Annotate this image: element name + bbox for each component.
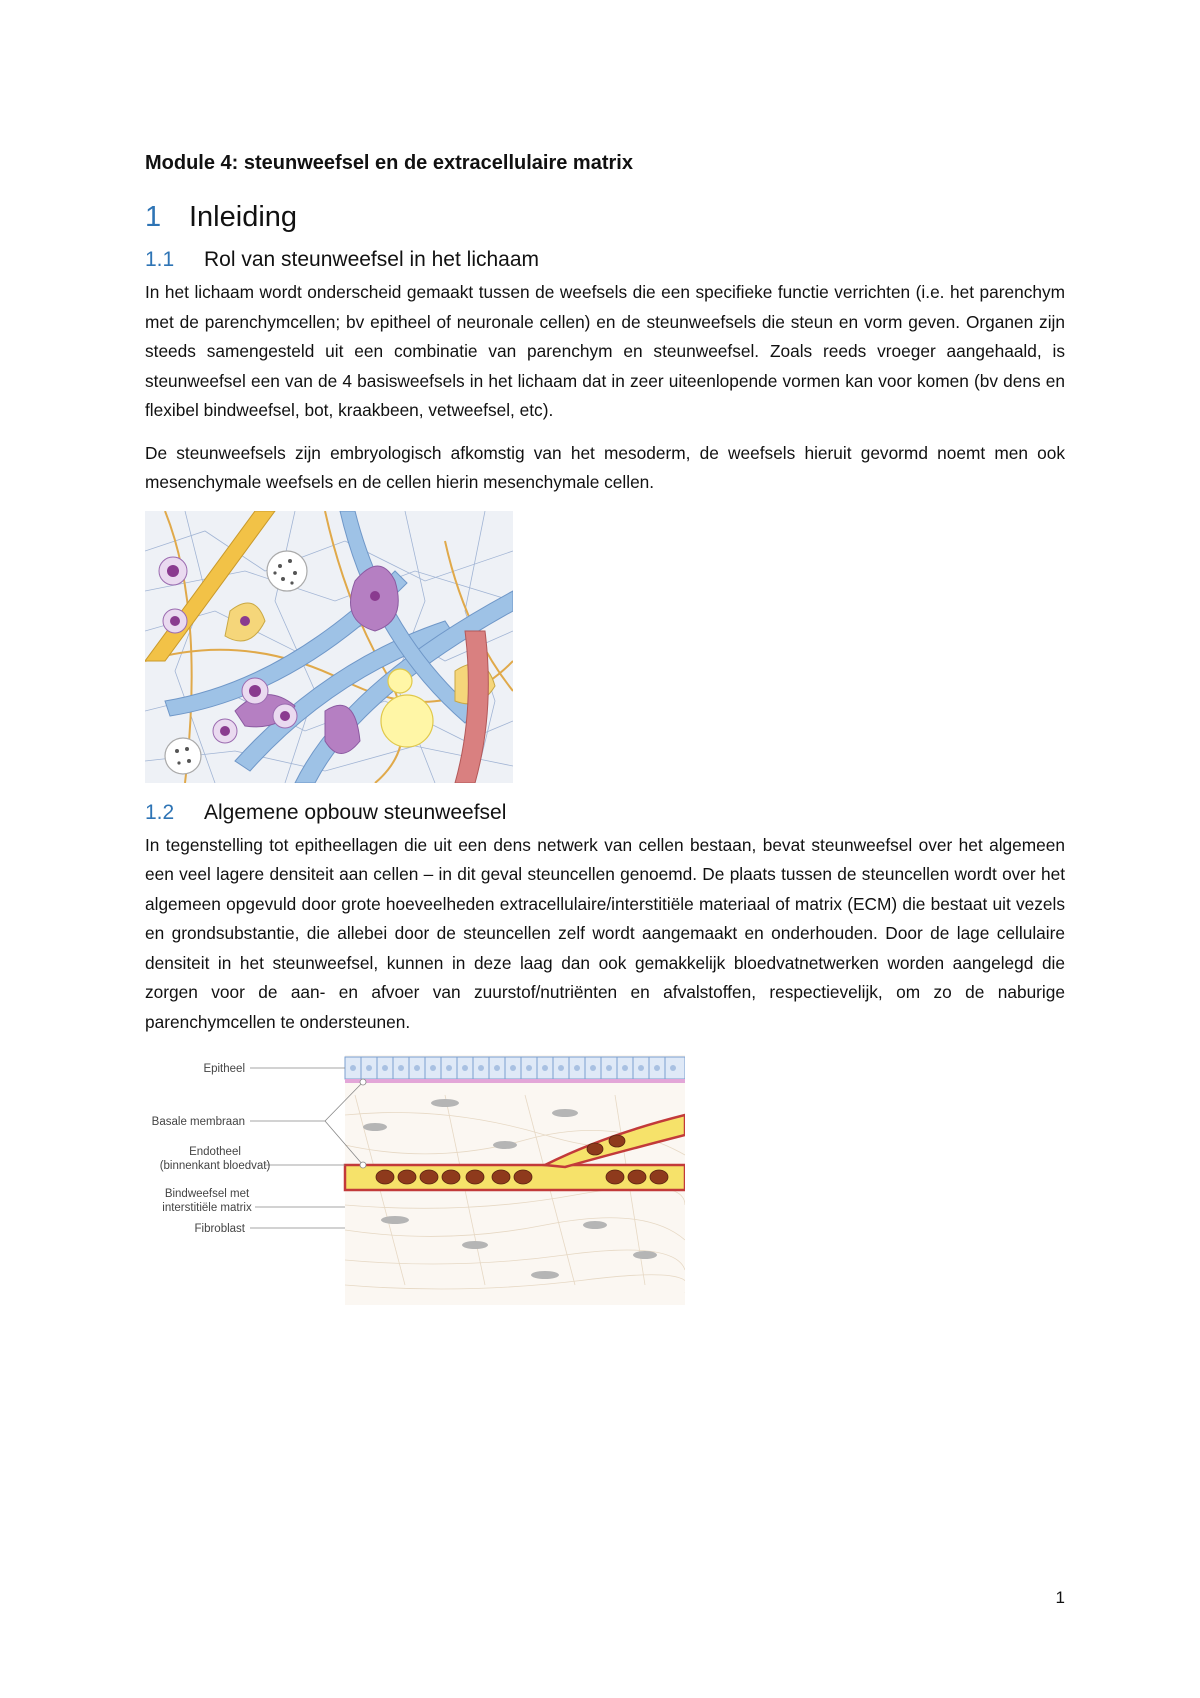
connective-tissue-illustration <box>145 511 513 783</box>
section-heading-1 <box>145 201 1065 234</box>
section-title: Algemene opbouw steunweefsel <box>204 800 507 824</box>
section-title: Rol van steunweefsel in het lichaam <box>204 248 540 271</box>
pointer-dot <box>360 1079 366 1085</box>
tissue-layers-diagram <box>145 1055 685 1305</box>
pointer-dot <box>360 1162 366 1168</box>
section-number: 1.1 <box>145 248 175 271</box>
document-content <box>145 152 1065 1305</box>
section-heading-1-2 <box>145 801 1065 825</box>
label-fibroblast: Fibroblast <box>194 1223 245 1235</box>
basal-membrane <box>345 1079 685 1083</box>
label-epitheel: Epitheel <box>203 1063 245 1075</box>
paragraph: In het lichaam wordt onderscheid gemaakt tussen de weefsels die een specifieke functie verrichten (i.e. het parenchym met de parenchymcellen; bv epitheel of neuronale cellen) en de steunweefsels die steun en vorm geven. Organen zijn steeds samengesteld uit een combinatie van parenchym en steunweefsel. Zoals reeds vroeger aangehaald, is steunweefsel een van de 4 basisweefsels in het lichaam dat in zeer uiteenlopende vormen kan voor komen (bv dens en flexibel bindweefsel, bot, kraakbeen, vetweefsel, etc). <box>145 282 1065 420</box>
label-endotheel: Endotheel <box>189 1146 241 1158</box>
label-endotheel-sub: (binnenkant bloedvat) <box>159 1160 271 1172</box>
section-heading-1-1 <box>145 248 1065 272</box>
section-number: 1.2 <box>145 800 175 824</box>
page-number: 1 <box>1055 1588 1065 1607</box>
label-bindweefsel: Bindweefsel met <box>164 1188 250 1200</box>
paragraph: De steunweefsels zijn embryologisch afkomstig van het mesoderm, de weefsels hieruit gevormd noemt men ook mesenchymale weefsels en de cellen hierin mesenchymale cellen. <box>145 442 1065 492</box>
section-number: 1 <box>145 201 162 233</box>
paragraph: In tegenstelling tot epitheellagen die uit een dens netwerk van cellen bestaan, bevat steunweefsel over het algemeen een veel lagere densiteit aan cellen – in dit geval steuncellen genoemd. De plaats tussen de steuncellen wordt over het algemeen opgevuld door grote hoeveelheden extracellulaire/interstitiële materiaal of matrix (ECM) die bestaat uit vezels en grondsubstantie, die allebei door de steuncellen zelf wordt aangemaakt en onderhouden. Door de lage cellulaire densiteit in het steunweefsel, kunnen in deze laag dan ook gemakkelijk bloedvatnetwerken worden aangelegd die zorgen voor de aan- en afvoer van zuurstof/nutriënten en afvalstoffen, respectievelijk, om zo de naburige parenchymcellen te ondersteunen. <box>145 834 1065 1032</box>
document-title: Module 4: steunweefsel en de extracellulaire matrix <box>145 152 633 174</box>
section-title: Inleiding <box>189 201 298 233</box>
label-bindweefsel-sub: interstitiële matrix <box>162 1202 252 1214</box>
label-basale-membraan: Basale membraan <box>151 1116 245 1128</box>
epithelial-nuclei <box>350 1065 676 1071</box>
